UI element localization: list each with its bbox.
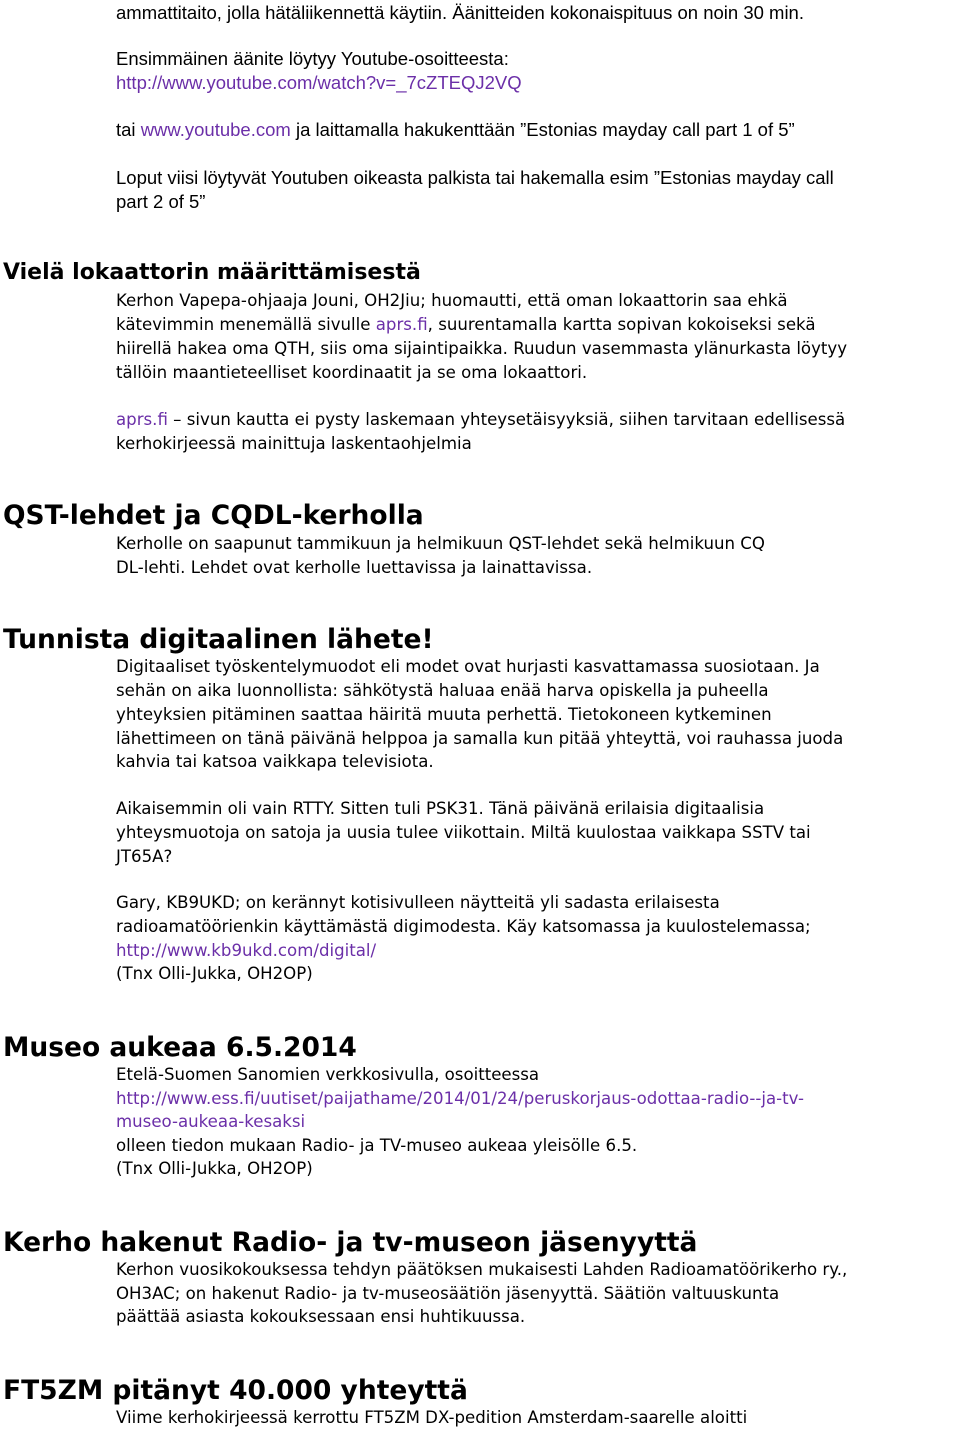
first-recording-text: Ensimmäinen äänite löytyy Youtube-osoitteesta:: [116, 48, 509, 69]
kb9ukd-link[interactable]: http://www.kb9ukd.com/digital/: [116, 941, 377, 960]
ess-link-cont[interactable]: museo-aukeaa-kesaksi: [116, 1112, 306, 1131]
ess-link[interactable]: http://www.ess.fi/uutiset/paijathame/2014/01/24/peruskorjaus-odottaa-radio--ja-tv-: [116, 1089, 805, 1108]
aprs-note-1: [116, 409, 845, 431]
membership-line: OH3AC; on hakenut Radio- ja tv-museosäätiön jäsenyyttä. Säätiön valtuuskunta: [116, 1284, 780, 1303]
aprs-note-2: kerhokirjeessä mainittuja laskentaohjelmia: [116, 434, 472, 453]
membership-line: Kerhon vuosikokouksessa tehdyn päätöksen mukaisesti Lahden Radioamatöörikerho ry.,: [116, 1260, 848, 1279]
locator-text-3: hiirellä hakea oma QTH, siis oma sijaintipaikka. Ruudun vasemmasta ylänurkasta löytyy: [116, 339, 848, 358]
youtube-link[interactable]: http://www.youtube.com/watch?v=_7cZTEQJ2VQ: [116, 72, 522, 93]
locator-text-2-pre: kätevimmin menemällä sivulle: [116, 315, 376, 334]
rest-recordings-text: Loput viisi löytyvät Youtuben oikeasta palkista tai hakemalla esim ”Estonias mayday call: [116, 167, 834, 188]
digital-p1-line: kahvia tai katsoa vaikkapa televisiota.: [116, 752, 434, 771]
digital-p2-line: JT65A?: [116, 847, 173, 866]
qst-heading: QST-lehdet ja CQDL-kerholla: [3, 500, 424, 531]
digital-p3-line: radioamatöörienkin käyttämästä digimodesta. Käy katsomassa ja kuulostelemassa;: [116, 917, 811, 936]
museum-text-2: olleen tiedon mukaan Radio- ja TV-museo aukeaa yleisölle 6.5.: [116, 1136, 638, 1155]
membership-heading: Kerho hakenut Radio- ja tv-museon jäsenyyttä: [3, 1227, 698, 1258]
digital-p2-line: yhteysmuotoja on satoja ja uusia tulee viikottain. Miltä kuulostaa vaikkapa SSTV tai: [116, 823, 811, 842]
qst-text-2: DL-lehti. Lehdet ovat kerholle luettavissa ja lainattavissa.: [116, 558, 593, 577]
aprs-note-link[interactable]: aprs.fi: [116, 410, 168, 429]
membership-line: päättää asiasta kokouksessaan ensi huhtikuussa.: [116, 1307, 526, 1326]
locator-heading: Vielä lokaattorin määrittämisestä: [3, 260, 421, 285]
aprs-note-text: – sivun kautta ei pysty laskemaan yhteysetäisyyksiä, siihen tarvitaan edellisessä: [167, 410, 846, 429]
locator-text-4: tällöin maantieteelliset koordinaatit ja se oma lokaattori.: [116, 363, 588, 382]
digital-heading: Tunnista digitaalinen lähete!: [3, 624, 434, 655]
digital-thanks: (Tnx Olli-Jukka, OH2OP): [116, 964, 313, 983]
qst-text-1: Kerholle on saapunut tammikuun ja helmikuun QST-lehdet sekä helmikuun CQ: [116, 534, 765, 553]
locator-text-1: Kerhon Vapepa-ohjaaja Jouni, OH2Jiu; huomautti, että oman lokaattorin saa ehkä: [116, 291, 788, 310]
digital-p3-line: Gary, KB9UKD; on kerännyt kotisivulleen näytteitä yli sadasta erilaisesta: [116, 893, 720, 912]
aprs-link[interactable]: aprs.fi: [375, 315, 428, 334]
or-text: tai: [116, 119, 136, 140]
museum-heading: Museo aukeaa 6.5.2014: [3, 1032, 357, 1063]
intro-line: ammattitaito, jolla hätäliikennettä käytiin. Äänitteiden kokonaispituus on noin 30 min.: [116, 2, 804, 23]
youtube-short-link[interactable]: www.youtube.com: [140, 119, 291, 140]
rest-recordings-text-2: part 2 of 5”: [116, 191, 206, 212]
digital-p1-line: sehän on aika luonnollista: sähkötystä haluaa enää harva opiskella ja puheella: [116, 681, 769, 700]
search-hint-line: [116, 118, 795, 142]
locator-text-2: [116, 314, 816, 336]
museum-text-1: Etelä-Suomen Sanomien verkkosivulla, osoitteessa: [116, 1065, 540, 1084]
ft5zm-heading: FT5ZM pitänyt 40.000 yhteyttä: [3, 1375, 468, 1406]
ft5zm-text: Viime kerhokirjeessä kerrottu FT5ZM DX-pedition Amsterdam-saarelle aloitti: [116, 1408, 748, 1427]
search-hint-text: ja laittamalla hakukenttään ”Estonias mayday call part 1 of 5”: [290, 119, 795, 140]
digital-p1-line: yhteyksien pitäminen saattaa häiritä muuta perhettä. Tietokoneen kytkeminen: [116, 705, 772, 724]
locator-text-2-post: , suurentamalla kartta sopivan kokoiseksi sekä: [427, 315, 816, 334]
digital-p1-line: lähettimeen on tänä päivänä helppoa ja samalla kun pitää yhteyttä, voi rauhassa juoda: [116, 729, 844, 748]
digital-p2-line: Aikaisemmin oli vain RTTY. Sitten tuli PSK31. Tänä päivänä erilaisia digitaalisia: [116, 799, 765, 818]
digital-p1-line: Digitaaliset työskentelymuodot eli modet ovat hurjasti kasvattamassa suosiotaan. Ja: [116, 657, 820, 676]
museum-thanks: (Tnx Olli-Jukka, OH2OP): [116, 1159, 313, 1178]
